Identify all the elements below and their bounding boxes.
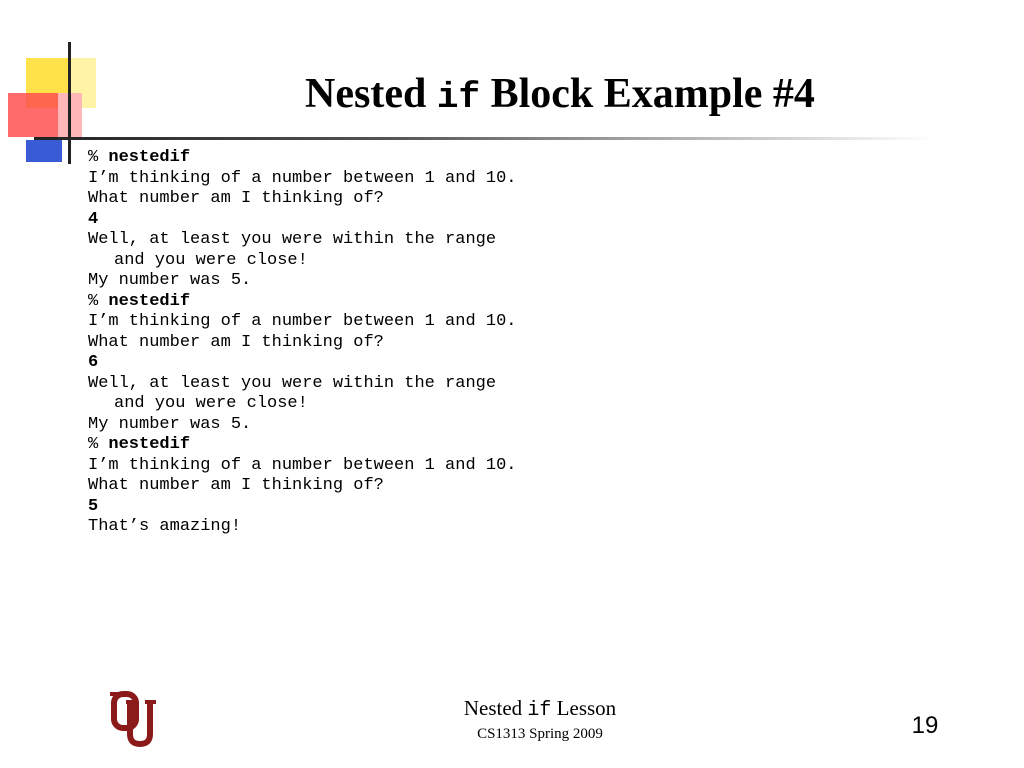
decor-blue-square (26, 140, 62, 162)
output-line: I’m thinking of a number between 1 and 10. (88, 455, 517, 475)
prompt-line (88, 292, 968, 313)
output-line: What number am I thinking of? (88, 332, 384, 352)
output-line: I’m thinking of a number between 1 and 10. (88, 168, 517, 188)
lesson-prefix: Nested (463, 696, 528, 720)
page-number: 19 (911, 712, 939, 739)
lesson-code: if (527, 699, 552, 722)
prompt-symbol: % (88, 148, 109, 167)
output-line: I’m thinking of a number between 1 and 10. (88, 312, 517, 331)
slide-title (150, 70, 970, 118)
footer-lesson (390, 696, 690, 743)
output-line: and you were close! (114, 394, 308, 413)
output-line: What number am I thinking of? (88, 189, 384, 208)
ou-logo-icon (110, 690, 158, 750)
decor-red-square (8, 93, 58, 137)
lesson-title (390, 696, 690, 722)
command-text: nestedif (108, 148, 191, 167)
terminal-output (88, 148, 968, 538)
title-underline (34, 137, 934, 140)
output-line: What number am I thinking of? (88, 476, 384, 495)
prompt-symbol: % (88, 291, 109, 311)
user-input: 4 (88, 209, 99, 229)
lesson-suffix: Lesson (551, 696, 617, 720)
user-input: 5 (88, 496, 99, 516)
output-line: That’s amazing! (88, 517, 242, 536)
title-prefix: Nested (305, 71, 437, 117)
command-text: nestedif (108, 291, 191, 311)
course-label: CS1313 Spring 2009 (477, 726, 603, 742)
output-line: Well, at least you were within the range (88, 373, 497, 393)
prompt-line (88, 435, 968, 456)
output-line: My number was 5. (88, 414, 252, 434)
prompt-symbol: % (88, 435, 109, 454)
command-text: nestedif (108, 435, 191, 454)
title-code: if (436, 77, 481, 118)
decor-vertical-line (68, 42, 71, 164)
prompt-line (88, 148, 968, 169)
user-input: 6 (88, 353, 99, 372)
output-line: My number was 5. (88, 271, 252, 290)
title-suffix: Block Example #4 (480, 71, 815, 117)
output-line: Well, at least you were within the range (88, 230, 497, 249)
output-line: and you were close! (114, 250, 308, 270)
